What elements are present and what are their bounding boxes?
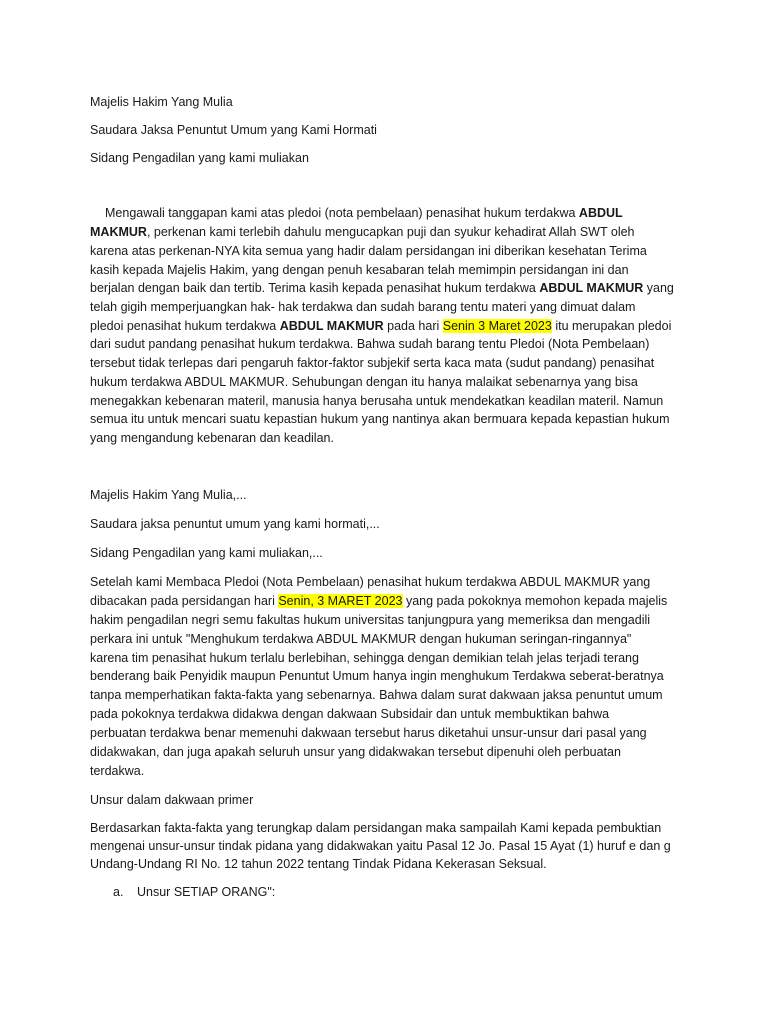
list-item-marker: a. <box>113 885 124 899</box>
para1-line: kasih kepada Majelis Hakim, yang dengan penuh kesabaran telah memimpin persidangan ini dan <box>90 263 629 277</box>
greeting-judges-2: Majelis Hakim Yang Mulia,... <box>90 488 247 502</box>
greeting-prosecutor-2: Saudara jaksa penuntut umum yang kami hormati,... <box>90 517 380 531</box>
para1-line: karena atas perkenan-NYA kita semua yang hadir dalam persidangan ini diberikan kesehatan Terima <box>90 244 647 258</box>
list-item-text: Unsur SETIAP ORANG": <box>137 885 276 899</box>
para1-line: yang mengandung kebenaran dan keadilan. <box>90 431 334 445</box>
para1-line: tersebut tidak terlepas dari pengaruh faktor-faktor subjekif serta kaca mata (sudut pandang) penasihat <box>90 356 655 370</box>
para3-line: mengenai unsur-unsur tindak pidana yang didakwakan yaitu Pasal 12 Jo. Pasal 15 Ayat (1) huruf e dan g <box>90 839 671 853</box>
highlighted-date: Senin, 3 MARET 2023 <box>278 594 403 608</box>
greeting-court: Sidang Pengadilan yang kami muliakan <box>90 151 309 165</box>
para2-line: dibacakan pada persidangan hari Senin, 3 MARET 2023 yang pada pokoknya memohon kepada majelis <box>90 594 668 608</box>
para1-line: berjalan dengan baik dan tertib. Terima kasih kepada penasihat hukum terdakwa ABDUL MAKMUR yang <box>90 281 674 295</box>
para2-line: terdakwa. <box>90 764 145 778</box>
para2-line: Setelah kami Membaca Pledoi (Nota Pembelaan) penasihat hukum terdakwa ABDUL MAKMUR yang <box>90 575 651 589</box>
para2-line: perkara ini untuk "Menghukum terdakwa ABDUL MAKMUR dengan hukuman seringan-ringannya" <box>90 632 632 646</box>
para2-line: karena tim penasihat hukum terlalu berlebihan, sehingga dengan demikian telah jelas terjadi terang <box>90 651 639 665</box>
para1-line: dari sudut pandang penasihat hukum terdakwa. Bahwa sudah barang tentu Pledoi (Nota Pembelaan) <box>90 337 650 351</box>
greeting-prosecutor: Saudara Jaksa Penuntut Umum yang Kami Hormati <box>90 123 377 137</box>
para1-line: hukum terdakwa ABDUL MAKMUR. Sehubungan dengan itu hanya malaikat sebenarnya yang bisa <box>90 375 638 389</box>
para1-line: telah gigih memperjuangkan hak- hak terdakwa dan sudah barang tentu materi yang dimuat dalam <box>90 300 636 314</box>
para2-line: perbuatan terdakwa benar memenuhi dakwaan tersebut harus diketahui unsur-unsur dari pasal yang <box>90 726 647 740</box>
para1-line: semua itu untuk mencari suatu kepastian hukum yang nantinya akan bermuara kepada kepastian hukum <box>90 412 670 426</box>
section-heading: Unsur dalam dakwaan primer <box>90 793 254 807</box>
highlighted-date: Senin 3 Maret 2023 <box>442 319 552 333</box>
para2-line: benderang baik Penyidik maupun Penuntut Umum hanya ingin menghukum Terdakwa seberat-beratnya <box>90 669 664 683</box>
para2-line: didakwakan, dan juga apakah seluruh unsur yang didakwakan tersebut dipenuhi oleh perbuatan <box>90 745 621 759</box>
para1-line: menegakkan kebenaran materil, manusia hanya berusaha untuk mendekatkan keadilan materil. Namun <box>90 394 664 408</box>
para2-line: tanpa memperhatikan fakta-fakta yang sebenarnya. Bahwa dalam surat dakwaan jaksa penuntut umum <box>90 688 663 702</box>
greeting-court-2: Sidang Pengadilan yang kami muliakan,... <box>90 546 323 560</box>
para1-line: MAKMUR, perkenan kami terlebih dahulu mengucapkan puji dan syukur kehadirat Allah SWT oleh <box>90 225 635 239</box>
para3-line: Berdasarkan fakta-fakta yang terungkap dalam persidangan maka sampailah Kami kepada pembuktian <box>90 821 662 835</box>
para3-line: Undang-Undang RI No. 12 tahun 2022 tentang Tindak Pidana Kekerasan Seksual. <box>90 857 547 871</box>
para1-line: pledoi penasihat hukum terdakwa ABDUL MAKMUR pada hari Senin 3 Maret 2023 itu merupakan pledoi <box>90 319 672 333</box>
para2-line: hakim pengadilan negri semu fakultas hukum universitas tanjungpura yang memeriksa dan mengadili <box>90 613 651 627</box>
para1-line: Mengawali tanggapan kami atas pledoi (nota pembelaan) penasihat hukum terdakwa ABDUL <box>105 206 623 220</box>
greeting-judges: Majelis Hakim Yang Mulia <box>90 95 233 109</box>
para2-line: pada pokoknya terdakwa didakwa dengan dakwaan Subsidair dan untuk membuktikan bahwa <box>90 707 610 721</box>
